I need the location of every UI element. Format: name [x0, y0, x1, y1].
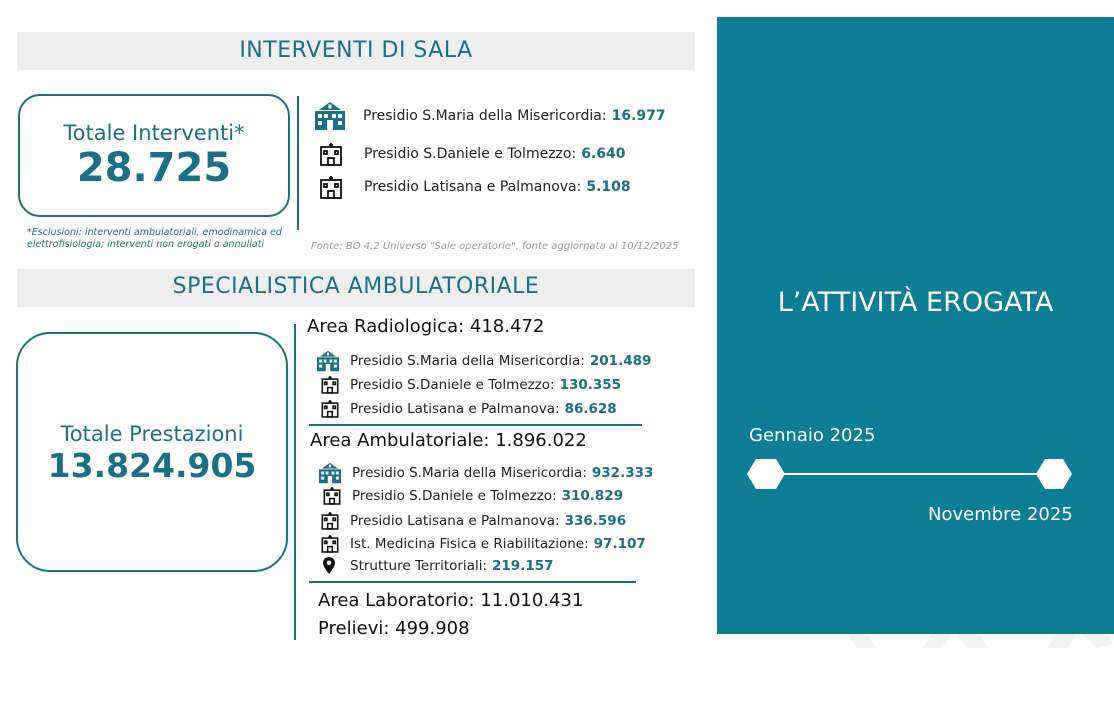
radiologica-row-label: Presidio Latisana e Palmanova: — [350, 400, 560, 417]
area-laboratorio-title: Area Laboratorio: 11.010.431 — [318, 590, 584, 611]
ambulatoriale-row-label: Presidio S.Maria della Misericordia: — [352, 465, 587, 481]
sala-row-value: 5.108 — [586, 179, 631, 195]
hospital-icon — [316, 462, 352, 484]
ambulatoriale-row-value: 97.107 — [593, 535, 646, 552]
ambulatoriale-row-value: 219.157 — [492, 557, 554, 574]
divider — [309, 424, 642, 426]
list-item — [322, 486, 623, 505]
period-end: Novembre 2025 — [928, 504, 1073, 525]
list-item — [320, 511, 626, 530]
building-icon — [320, 534, 350, 553]
building-icon — [318, 142, 352, 166]
sala-row-label: Presidio S.Maria della Misericordia: — [363, 108, 607, 124]
building-icon — [320, 511, 350, 530]
timeline-start-marker — [747, 459, 785, 489]
radiologica-row-label: Presidio S.Maria della Misericordia: — [350, 353, 585, 369]
title-panel — [717, 17, 1114, 634]
list-item — [320, 399, 617, 418]
list-item — [318, 175, 631, 199]
divider — [297, 96, 299, 230]
section-heading-specialistica: SPECIALISTICA AMBULATORIALE — [17, 269, 695, 307]
list-item — [316, 462, 653, 484]
decorative-pattern — [717, 634, 1114, 650]
radiologica-row-value: 86.628 — [564, 400, 617, 417]
section-heading-interventi: INTERVENTI DI SALA — [17, 32, 695, 70]
map-pin-icon — [322, 556, 350, 575]
exclusions-note: *Esclusioni: interventi ambulatoriali, emodinamica ed elettrofisiologia; interventi non erogati o annullati — [27, 227, 282, 250]
sala-row-value: 16.977 — [611, 108, 666, 124]
hospital-icon — [313, 101, 347, 131]
ambulatoriale-row-label: Ist. Medicina Fisica e Riabilitazione: — [350, 535, 589, 552]
hospital-icon — [314, 350, 350, 372]
sala-row-value: 6.640 — [581, 146, 626, 162]
building-icon — [318, 175, 352, 199]
building-icon — [322, 486, 352, 505]
ambulatoriale-row-value: 932.333 — [591, 465, 654, 481]
ambulatoriale-row-value: 336.596 — [564, 512, 627, 529]
panel-title: L’ATTIVITÀ EROGATA — [777, 287, 1054, 318]
list-item — [314, 350, 651, 372]
area-ambulatoriale-title: Area Ambulatoriale: 1.896.022 — [310, 430, 587, 451]
ambulatoriale-row-label: Strutture Territoriali: — [350, 557, 488, 574]
period-timeline — [747, 457, 1077, 493]
area-radiologica-title: Area Radiologica: 418.472 — [307, 316, 545, 337]
list-item — [322, 556, 554, 575]
ambulatoriale-row-value: 310.829 — [561, 487, 624, 504]
totale-interventi-card — [18, 94, 290, 217]
list-item — [318, 142, 625, 166]
divider — [309, 581, 636, 583]
totale-prestazioni-label: Totale Prestazioni — [60, 422, 244, 446]
radiologica-row-value: 201.489 — [589, 353, 652, 369]
totale-interventi-value: 28.725 — [76, 145, 232, 191]
list-item — [320, 534, 646, 553]
sala-row-label: Presidio Latisana e Palmanova: — [364, 179, 582, 195]
totale-interventi-label: Totale Interventi* — [63, 121, 245, 145]
period-start: Gennaio 2025 — [749, 425, 876, 446]
building-icon — [320, 399, 350, 418]
ambulatoriale-row-label: Presidio Latisana e Palmanova: — [350, 512, 560, 529]
divider — [294, 324, 296, 640]
radiologica-row-label: Presidio S.Daniele e Tolmezzo: — [350, 376, 555, 393]
ambulatoriale-row-label: Presidio S.Daniele e Tolmezzo: — [352, 487, 557, 504]
building-icon — [320, 375, 350, 394]
list-item — [313, 101, 666, 131]
prelievi-title: Prelievi: 499.908 — [318, 618, 470, 639]
radiologica-row-value: 130.355 — [559, 376, 622, 393]
source-note: Fonte: BO 4.2 Universo "Sale operatorie", fonte aggiornata al 10/12/2025 — [311, 241, 679, 252]
list-item — [320, 375, 621, 394]
totale-prestazioni-card — [16, 332, 288, 572]
timeline-end-marker — [1036, 459, 1072, 489]
totale-prestazioni-value: 13.824.905 — [47, 446, 257, 485]
sala-row-label: Presidio S.Daniele e Tolmezzo: — [364, 146, 577, 162]
